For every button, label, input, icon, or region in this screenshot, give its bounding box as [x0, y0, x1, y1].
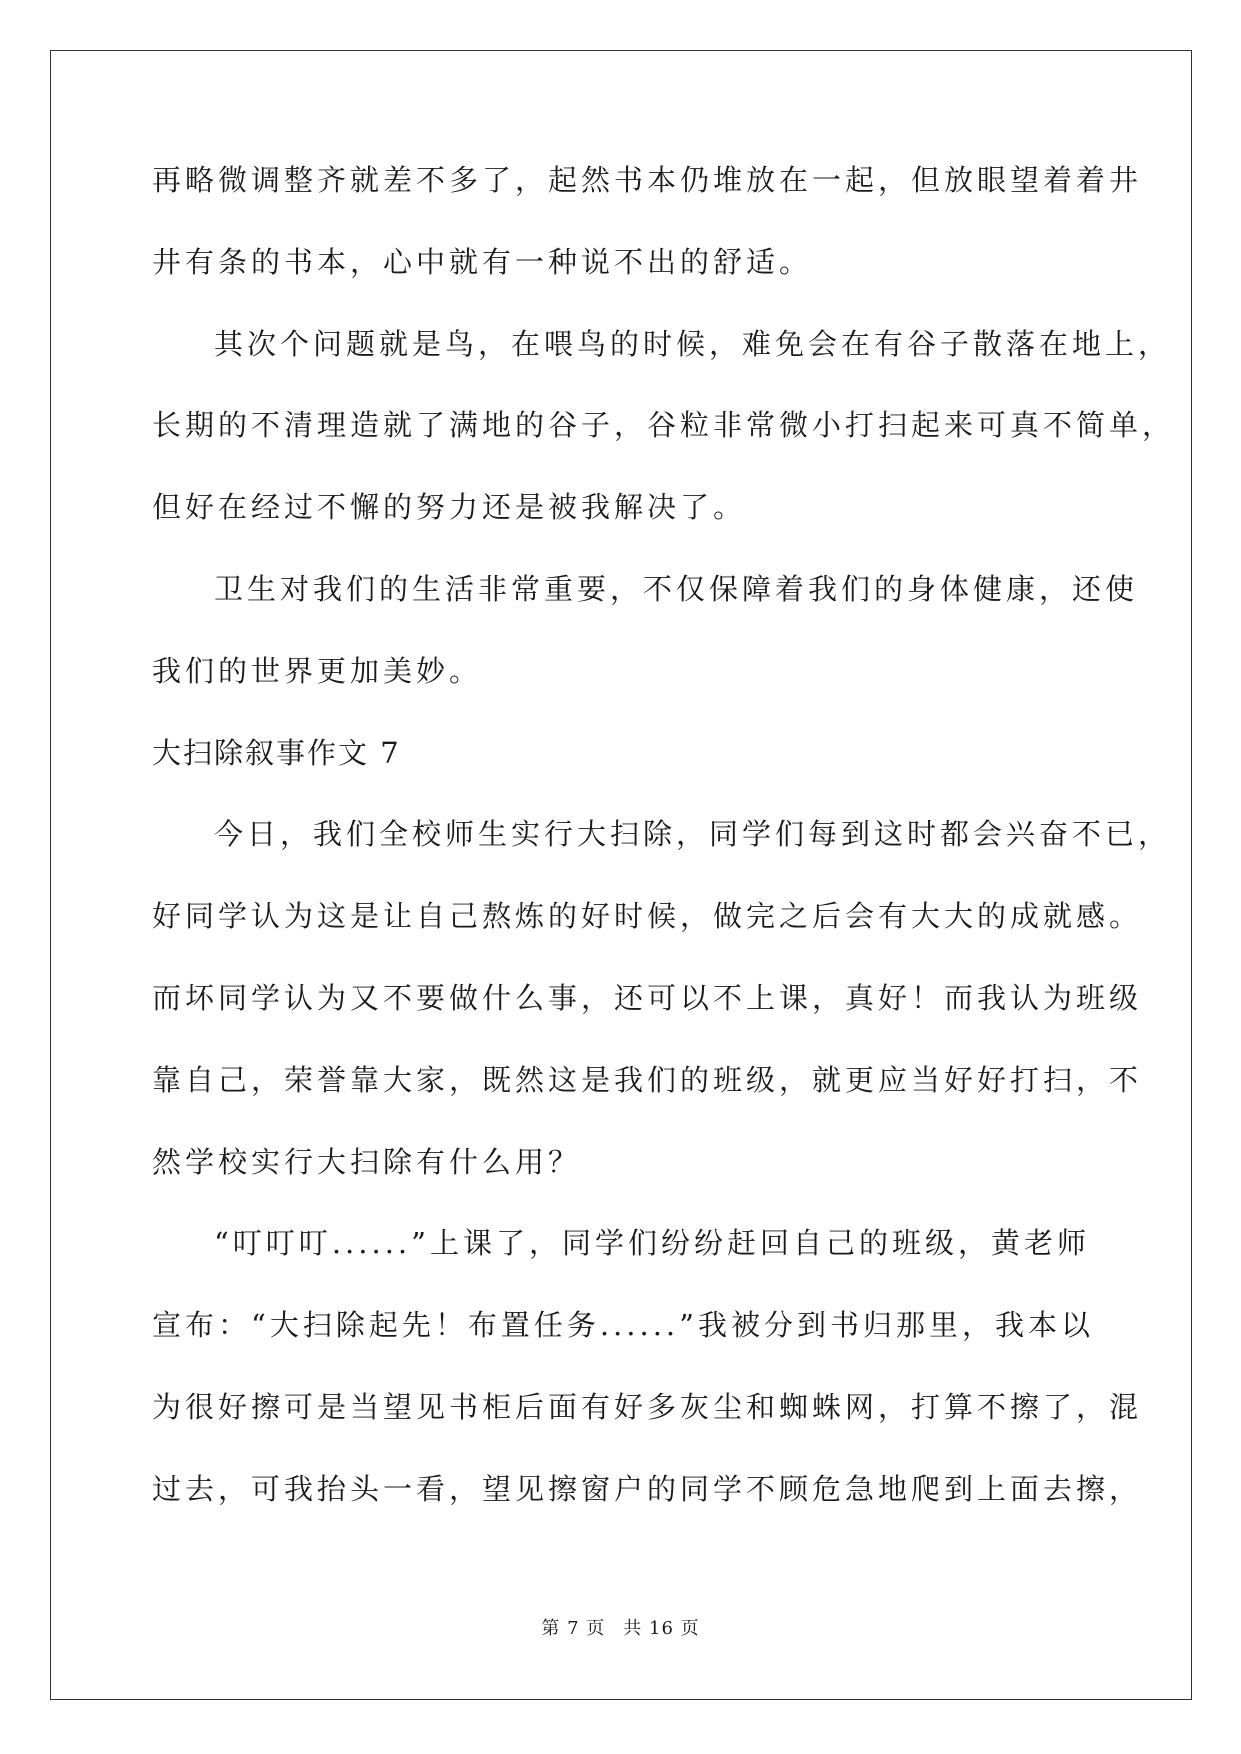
document-body [152, 160, 1176, 1551]
body-line: 长期的不清理造就了满地的谷子，谷粒非常微小打扫起来可真不简单， [152, 408, 1176, 443]
body-line: 好同学认为这是让自己熬炼的好时候，做完之后会有大大的成就感。 [152, 899, 1143, 934]
body-line: 靠自己，荣誉靠大家，既然这是我们的班级，就更应当好好打扫，不 [152, 1062, 1143, 1097]
body-line: 宣布：“大扫除起先！布置任务......”我被分到书归那里，我本以 [152, 1308, 1094, 1343]
body-line: 卫生对我们的生活非常重要，不仅保障着我们的身体健康，还使 [214, 571, 1139, 606]
page-footer [0, 1614, 1241, 1640]
page-number: 第 7 页 [541, 1618, 606, 1639]
body-line: 井有条的书本，心中就有一种说不出的舒适。 [152, 244, 813, 279]
body-line: 其次个问题就是鸟，在喂鸟的时候，难免会在有谷子散落在地上， [214, 326, 1172, 361]
body-line: 今日，我们全校师生实行大扫除，同学们每到这时都会兴奋不已， [214, 817, 1172, 852]
body-line: “叮叮叮......”上课了，同学们纷纷赶回自己的班级，黄老师 [214, 1226, 1090, 1261]
body-line: 而坏同学认为又不要做什么事，还可以不上课，真好！而我认为班级 [152, 980, 1143, 1015]
body-line: 再略微调整齐就差不多了，起然书本仍堆放在一起，但放眼望着着井 [152, 163, 1143, 197]
section-heading: 大扫除叙事作文 7 [152, 735, 401, 770]
body-line: 我们的世界更加美妙。 [152, 653, 483, 688]
body-line: 为很好擦可是当望见书柜后面有好多灰尘和蜘蛛网，打算不擦了，混 [152, 1389, 1143, 1424]
body-line: 过去，可我抬头一看，望见擦窗户的同学不顾危急地爬到上面去擦， [152, 1471, 1143, 1506]
body-line: 但好在经过不懈的努力还是被我解决了。 [152, 490, 747, 525]
page-total: 共 16 页 [623, 1618, 700, 1639]
body-line: 然学校实行大扫除有什么用？ [152, 1144, 582, 1179]
